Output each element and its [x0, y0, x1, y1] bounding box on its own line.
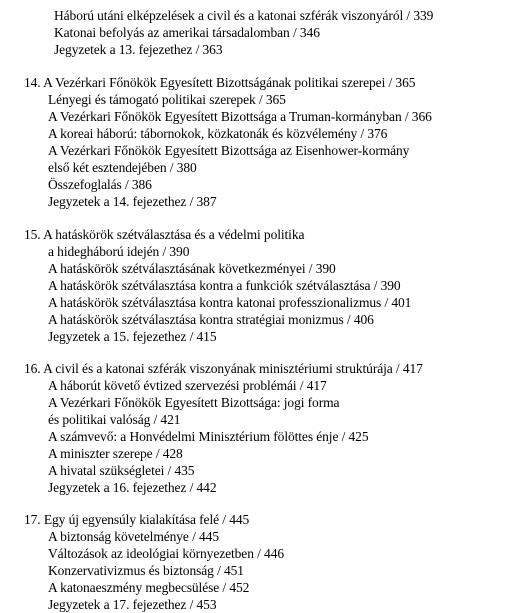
- toc-entry-summary: Összefoglalás / 386: [48, 177, 152, 192]
- toc-entry-eisenhower-cont: első két esztendejében / 380: [48, 160, 197, 175]
- toc-entry-organizational-problems: A háborút követő évtized szervezési problémái / 417: [48, 378, 327, 393]
- toc-entry-monism: A hatáskörök szétválasztása kontra stratégiai monizmus / 406: [48, 312, 374, 327]
- toc-entry-functions: A hatáskörök szétválasztása kontra a funkciók szétválasztása / 390: [48, 278, 401, 293]
- toc-entry-ideological-changes: Változások az ideológiai környezetben / 446: [48, 546, 284, 561]
- toc-chapter-14-title: 14. A Vezérkari Főnökök Egyesített Bizottságának politikai szerepei / 365: [24, 75, 416, 90]
- toc-entry-notes-13: Jegyzetek a 13. fejezethez / 363: [54, 42, 223, 57]
- toc-entry-notes-16: Jegyzetek a 16. fejezethez / 442: [48, 480, 217, 495]
- toc-chapter-16-title: 16. A civil és a katonai szférák viszonyának minisztériumi struktúrája / 417: [24, 361, 423, 376]
- toc-entry-postwar-views: Háború utáni elképzelések a civil és a katonai szférák viszonyáról / 339: [54, 8, 434, 23]
- toc-entry-consequences: A hatáskörök szétválasztásának következményei / 390: [48, 261, 336, 276]
- toc-chapter-17-title: 17. Egy új egyensúly kialakítása felé / 445: [24, 512, 250, 527]
- toc-entry-korean-war: A koreai háború: tábornokok, közkatonák és közvélemény / 376: [48, 126, 388, 141]
- toc-entry-political-roles: Lényegi és támogató politikai szerepek / 365: [48, 92, 286, 107]
- toc-entry-legal-form: A Vezérkari Főnökök Egyesített Bizottsága: jogi forma: [48, 395, 340, 410]
- toc-entry-office-needs: A hivatal szükségletei / 435: [48, 463, 195, 478]
- toc-entry-military-influence: Katonai befolyás az amerikai társadalomban / 346: [54, 25, 320, 40]
- toc-entry-conservatism: Konzervativizmus és biztonság / 451: [48, 563, 244, 578]
- toc-entry-security-requirement: A biztonság követelménye / 445: [48, 529, 219, 544]
- toc-entry-notes-17: Jegyzetek a 17. fejezethez / 453: [48, 597, 217, 612]
- toc-entry-secretary-role: A miniszter szerepe / 428: [48, 446, 183, 461]
- toc-chapter-15-title-cont: a hidegháború idején / 390: [48, 244, 190, 259]
- toc-entry-comptroller: A számvevő: a Honvédelmi Minisztérium fölöttes énje / 425: [48, 429, 369, 444]
- toc-entry-eisenhower: A Vezérkari Főnökök Egyesített Bizottsága az Eisenhower-kormány: [48, 143, 410, 158]
- toc-entry-professionalism: A hatáskörök szétválasztása kontra katonai professzionalizmus / 401: [48, 295, 412, 310]
- toc-entry-notes-15: Jegyzetek a 15. fejezethez / 415: [48, 329, 217, 344]
- toc-entry-notes-14: Jegyzetek a 14. fejezethez / 387: [48, 194, 217, 209]
- toc-chapter-15-title: 15. A hatáskörök szétválasztása és a védelmi politika: [24, 227, 305, 242]
- toc-entry-truman: A Vezérkari Főnökök Egyesített Bizottsága a Truman-kormányban / 366: [48, 109, 432, 124]
- toc-entry-military-ideal: A katonaeszmény megbecsülése / 452: [48, 580, 250, 595]
- toc-entry-legal-form-cont: és politikai valóság / 421: [48, 412, 181, 427]
